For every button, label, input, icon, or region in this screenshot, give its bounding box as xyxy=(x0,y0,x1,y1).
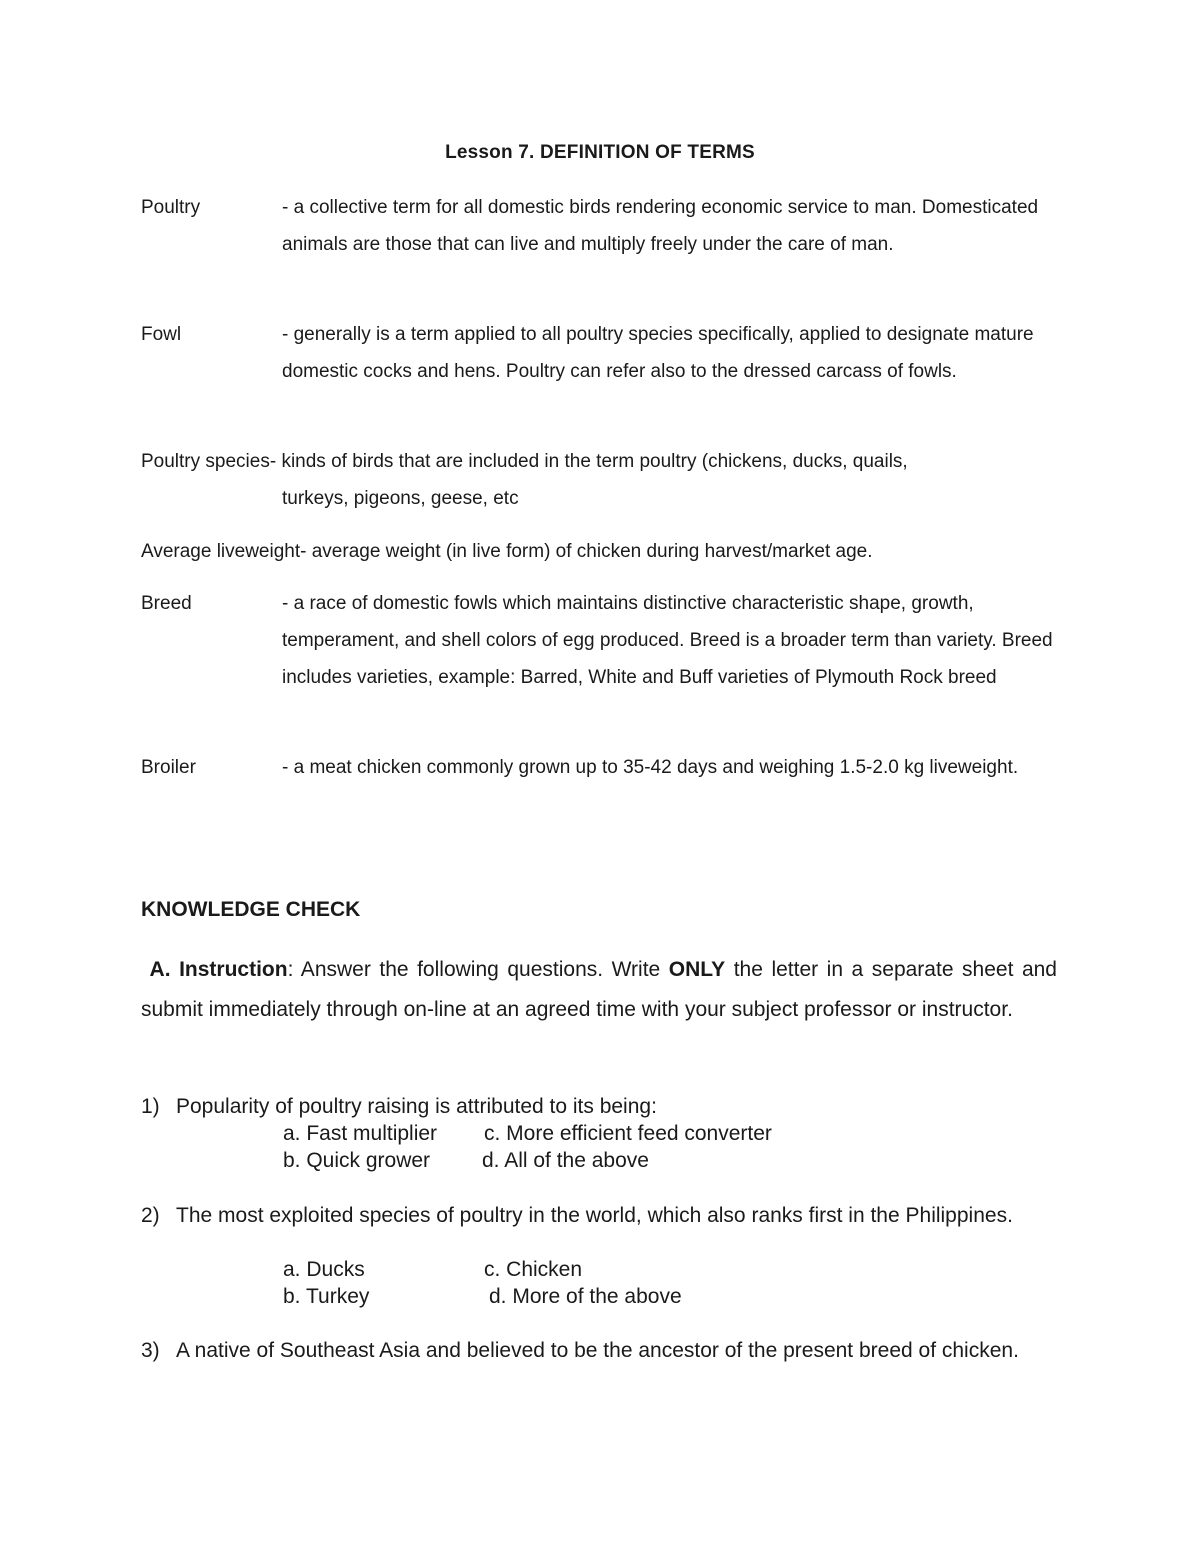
option-d: d. More of the above xyxy=(489,1285,682,1308)
term-definition: - generally is a term applied to all poultry species specifically, applied to designate mature domestic cocks and hens. Poultry can refer also to the dressed carcass of fowls. xyxy=(282,324,1034,382)
term-label: Poultry xyxy=(141,197,201,218)
definition-breed xyxy=(141,585,1061,733)
question-text: The most exploited species of poultry in the world, which also ranks first in the Philippines. xyxy=(176,1204,1013,1227)
definition-fowl xyxy=(141,316,1061,427)
definition-poultry xyxy=(141,189,1061,300)
option-c: c. More efficient feed converter xyxy=(484,1122,772,1145)
option-d: d. All of the above xyxy=(482,1149,649,1172)
instruction-text-continued: the letter in a separate sheet and submit immediately through on-line at an agreed time with your subject professor or instructor. xyxy=(141,958,1057,1021)
question-1 xyxy=(141,1093,1057,1120)
term-definition: - a race of domestic fowls which maintains distinctive characteristic shape, growth, temperament, and shell colors of egg produced. Breed is a broader term than variety. Breed includes varieties, example: Barred, White and Buff varieties of Plymouth Rock breed xyxy=(282,593,1053,688)
question-number: 1) xyxy=(141,1095,160,1118)
question-number: 3) xyxy=(141,1339,160,1362)
question-number: 2) xyxy=(141,1204,160,1227)
option-a: a. Fast multiplier xyxy=(283,1122,438,1145)
option-a: a. Ducks xyxy=(283,1258,365,1281)
question-3 xyxy=(141,1337,1057,1391)
instruction-emphasis: ONLY xyxy=(668,958,726,981)
question-2 xyxy=(141,1202,1057,1256)
knowledge-check-heading: KNOWLEDGE CHECK xyxy=(141,898,361,921)
option-c: c. Chicken xyxy=(484,1258,583,1281)
question-text: Popularity of poultry raising is attributed to its being: xyxy=(176,1095,657,1118)
definition-poultry-species: Poultry species- kinds of birds that are included in the term poultry (chickens, ducks, quails, xyxy=(141,451,908,472)
option-b: b. Turkey xyxy=(283,1285,370,1308)
definition-average-liveweight: Average liveweight- average weight (in live form) of chicken during harvest/market age. xyxy=(141,541,873,562)
instruction-paragraph xyxy=(141,950,1057,1030)
definition-broiler xyxy=(141,749,1061,823)
question-text: A native of Southeast Asia and believed to be the ancestor of the present breed of chicken. xyxy=(176,1339,1019,1362)
instruction-label: A. Instruction xyxy=(149,958,288,981)
term-label: Fowl xyxy=(141,324,182,345)
option-b: b. Quick grower xyxy=(283,1149,431,1172)
term-definition: - a meat chicken commonly grown up to 35-42 days and weighing 1.5-2.0 kg liveweight. xyxy=(282,757,1019,778)
term-definition: - a collective term for all domestic birds rendering economic service to man. Domesticated animals are those that can live and multiply freely under the care of man. xyxy=(282,197,1039,255)
term-label: Breed xyxy=(141,593,192,614)
instruction-text: : Answer the following questions. Write xyxy=(287,958,669,981)
term-label: Broiler xyxy=(141,757,196,778)
definition-poultry-species-continued: turkeys, pigeons, geese, etc xyxy=(282,488,519,509)
page-title: Lesson 7. DEFINITION OF TERMS xyxy=(445,142,755,163)
